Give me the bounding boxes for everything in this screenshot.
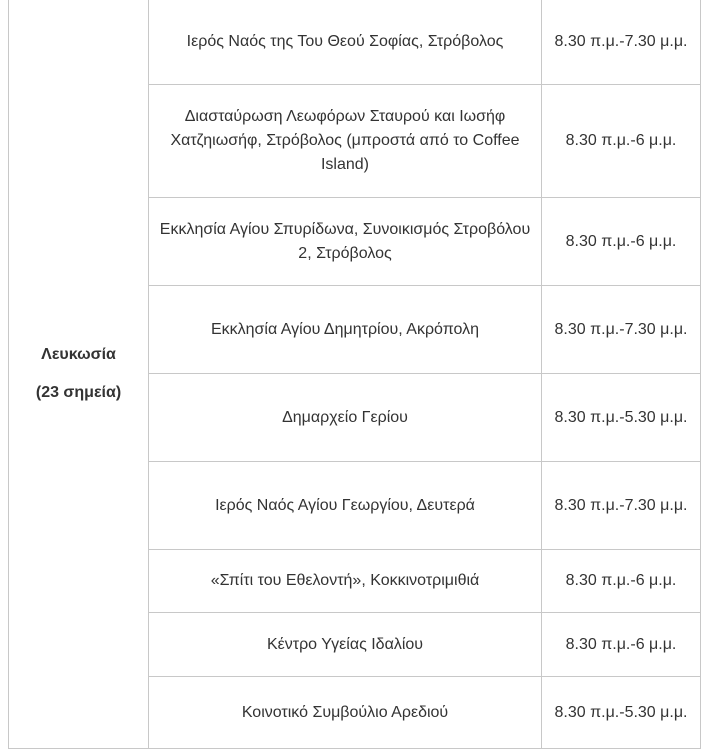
location-cell: Ιερός Ναός της Του Θεού Σοφίας, Στρόβολος — [149, 0, 542, 85]
hours-cell: 8.30 π.μ.-6 μ.μ. — [542, 198, 701, 286]
hours-cell: 8.30 π.μ.-7.30 μ.μ. — [542, 0, 701, 85]
location-cell: Εκκλησία Αγίου Δημητρίου, Ακρόπολη — [149, 286, 542, 374]
location-cell: Εκκλησία Αγίου Σπυρίδωνα, Συνοικισμός Στροβόλου 2, Στρόβολος — [149, 198, 542, 286]
hours-cell: 8.30 π.μ.-7.30 μ.μ. — [542, 286, 701, 374]
district-cell — [9, 0, 149, 749]
location-cell: Ιερός Ναός Αγίου Γεωργίου, Δευτερά — [149, 462, 542, 550]
location-cell: Διασταύρωση Λεωφόρων Σταυρού και Ιωσήφ Χατζηιωσήφ, Στρόβολος (μπροστά από το Coffee Island) — [149, 85, 542, 198]
hours-cell: 8.30 π.μ.-5.30 μ.μ. — [542, 677, 701, 749]
hours-cell: 8.30 π.μ.-5.30 μ.μ. — [542, 374, 701, 462]
hours-cell: 8.30 π.μ.-6 μ.μ. — [542, 550, 701, 613]
district-name: Λευκωσία — [41, 345, 116, 363]
hours-cell: 8.30 π.μ.-6 μ.μ. — [542, 613, 701, 677]
table-row — [9, 0, 701, 85]
hours-cell: 8.30 π.μ.-6 μ.μ. — [542, 85, 701, 198]
district-count: (23 σημεία) — [35, 383, 122, 401]
hours-cell: 8.30 π.μ.-7.30 μ.μ. — [542, 462, 701, 550]
location-cell: Κέντρο Υγείας Ιδαλίου — [149, 613, 542, 677]
location-cell: Δημαρχείο Γερίου — [149, 374, 542, 462]
location-cell: Κοινοτικό Συμβούλιο Αρεδιού — [149, 677, 542, 749]
location-cell: «Σπίτι του Εθελοντή», Κοκκινοτριμιθιά — [149, 550, 542, 613]
vaccination-points-table — [8, 0, 701, 749]
